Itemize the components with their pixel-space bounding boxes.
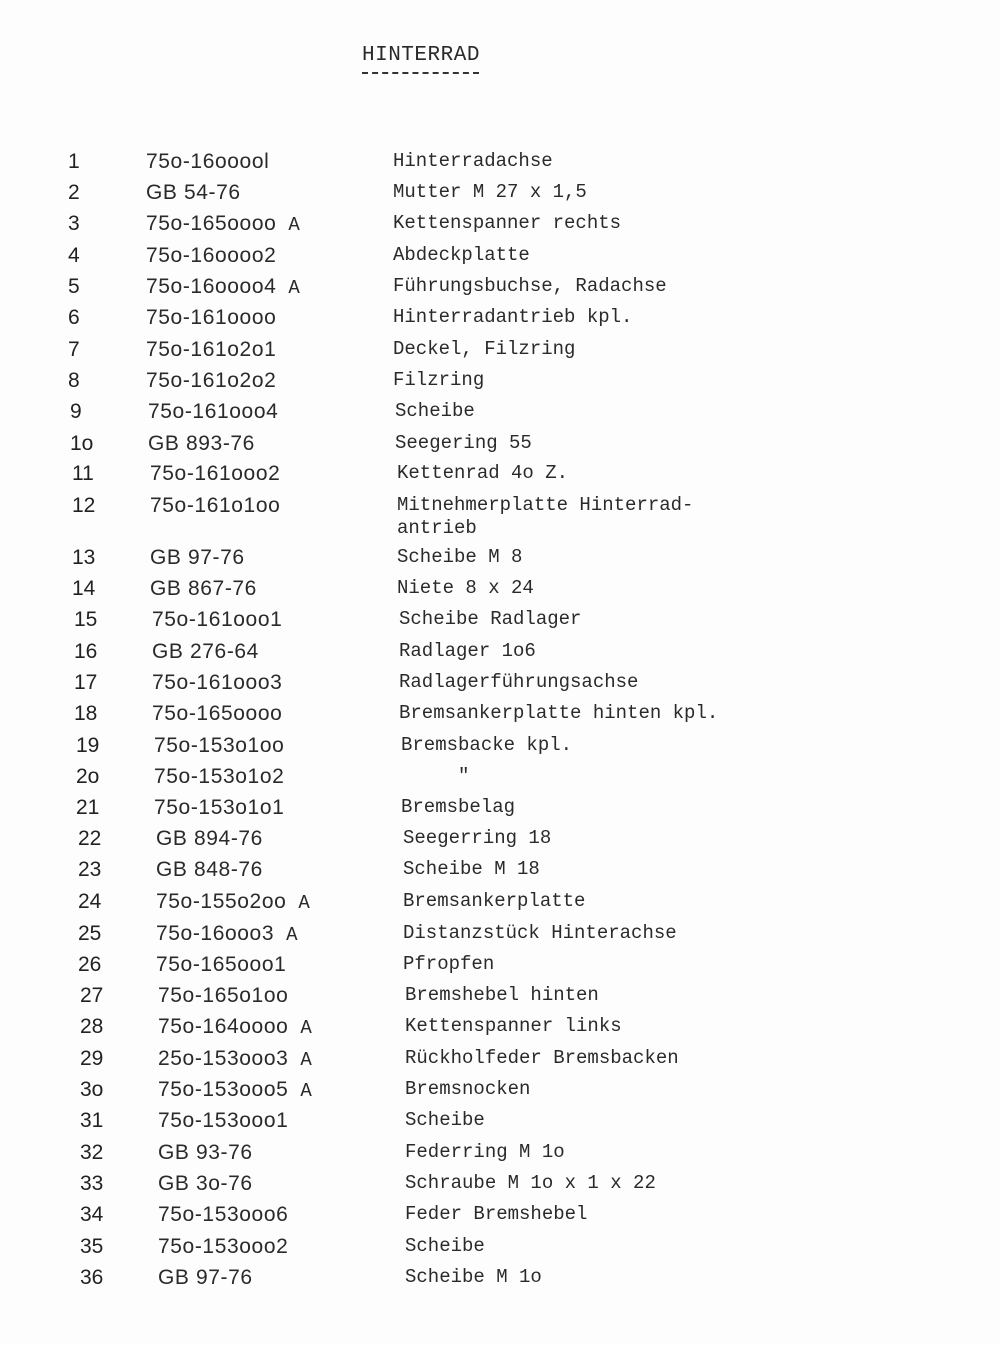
parts-row (70, 432, 970, 462)
part-description: Hinterradantrieb kpl. (393, 306, 633, 328)
parts-row (68, 244, 968, 274)
parts-row (68, 181, 968, 211)
part-code-text: 75o-161ooo4 (148, 400, 279, 423)
part-number: 35 (80, 1235, 104, 1258)
part-description: Kettenspanner links (405, 1015, 622, 1037)
parts-row (72, 494, 972, 539)
part-description: Hinterradachse (393, 150, 553, 172)
parts-row (80, 984, 980, 1014)
part-code-text: GB 97-76 (158, 1266, 253, 1289)
part-code (156, 922, 298, 946)
part-number: 8 (68, 369, 80, 392)
parts-row (68, 212, 968, 242)
parts-row (78, 858, 978, 888)
part-description: Mitnehmerplatte Hinterrad- antrieb (397, 494, 694, 539)
part-code (158, 1235, 288, 1259)
parts-row (78, 890, 978, 920)
part-code-text: 75o-16ooool (146, 150, 270, 173)
part-code (150, 494, 280, 518)
parts-row (76, 765, 976, 795)
parts-row (78, 827, 978, 857)
part-code-text: 75o-153o1o1 (154, 796, 285, 819)
part-code (158, 984, 288, 1008)
part-description: Bremsbelag (401, 796, 516, 818)
part-code-text: 25o-153ooo3 (158, 1047, 289, 1070)
part-code-text: 75o-161oooo (146, 306, 277, 329)
part-description: Scheibe (405, 1235, 485, 1257)
part-code-text: 75o-161ooo2 (150, 462, 281, 485)
parts-row (68, 369, 968, 399)
part-code (154, 734, 284, 758)
part-code-text: 75o-164oooo (158, 1015, 289, 1038)
part-code-text: 75o-161o2o1 (146, 338, 277, 361)
parts-row (74, 671, 974, 701)
part-code-text: GB 3o-76 (158, 1172, 253, 1195)
part-number: 14 (72, 577, 96, 600)
part-description: Radlager 1o6 (399, 640, 536, 662)
part-number: 3o (80, 1078, 104, 1101)
part-description: Bremsankerplatte (403, 890, 586, 912)
part-code-text: GB 893-76 (148, 432, 255, 455)
part-number: 19 (76, 734, 100, 757)
part-code (154, 796, 284, 820)
parts-row (78, 922, 978, 952)
part-number: 36 (80, 1266, 104, 1289)
part-number: 25 (78, 922, 102, 945)
part-description: Bremshebel hinten (405, 984, 599, 1006)
part-code (158, 1015, 312, 1039)
part-description: Kettenspanner rechts (393, 212, 622, 234)
part-description: Distanzstück Hinterachse (403, 922, 677, 944)
parts-row (68, 338, 968, 368)
part-description: Niete 8 x 24 (397, 577, 534, 599)
part-description: Führungsbuchse, Radachse (393, 275, 667, 297)
parts-row (76, 734, 976, 764)
part-code (146, 181, 241, 205)
part-code (154, 765, 284, 789)
part-code (146, 212, 300, 236)
page-title: HINTERRAD (362, 44, 480, 67)
part-number: 16 (74, 640, 98, 663)
part-code-text: GB 894-76 (156, 827, 263, 850)
part-code (158, 1047, 312, 1071)
parts-row (74, 702, 974, 732)
part-description: Filzring (393, 369, 485, 391)
part-number: 4 (68, 244, 80, 267)
part-code-text: 75o-155o2oo (156, 890, 287, 913)
part-description: Schraube M 1o x 1 x 22 (405, 1172, 656, 1194)
part-description: Scheibe (405, 1109, 485, 1131)
part-number: 26 (78, 953, 102, 976)
part-code (156, 890, 310, 914)
part-code-text: 75o-16ooo3 (156, 922, 275, 945)
part-number: 7 (68, 338, 80, 361)
part-description: Bremsbacke kpl. (401, 734, 573, 756)
part-description: Seegering 55 (395, 432, 532, 454)
part-number: 9 (70, 400, 82, 423)
part-number: 11 (72, 462, 94, 485)
part-code (158, 1203, 288, 1227)
part-description: Deckel, Filzring (393, 338, 576, 360)
part-code-text: 75o-153ooo2 (158, 1235, 289, 1258)
parts-row (80, 1235, 980, 1265)
parts-row (68, 306, 968, 336)
part-description: Kettenrad 4o Z. (397, 462, 569, 484)
part-code (158, 1141, 253, 1165)
part-code-suffix: A (286, 924, 299, 946)
parts-row (80, 1141, 980, 1171)
part-code (158, 1078, 312, 1102)
part-number: 3 (68, 212, 80, 235)
part-code-text: GB 276-64 (152, 640, 259, 663)
part-code-text: 75o-161ooo3 (152, 671, 283, 694)
part-description: Mutter M 27 x 1,5 (393, 181, 587, 203)
part-description: Feder Bremshebel (405, 1203, 588, 1225)
part-code-suffix: A (298, 892, 311, 914)
part-number: 2o (76, 765, 100, 788)
part-number: 17 (74, 671, 98, 694)
part-code-text: 75o-153ooo1 (158, 1109, 289, 1132)
part-description: Bremsnocken (405, 1078, 531, 1100)
parts-row (78, 953, 978, 983)
part-number: 32 (80, 1141, 104, 1164)
part-code-suffix: A (288, 214, 301, 236)
part-code-text: 75o-161o1oo (150, 494, 281, 517)
part-code-text: 75o-153ooo5 (158, 1078, 289, 1101)
parts-row (74, 608, 974, 638)
part-code-text: 75o-165o1oo (158, 984, 289, 1007)
part-code-text: GB 867-76 (150, 577, 257, 600)
part-code-suffix: A (300, 1080, 313, 1102)
parts-row (68, 275, 968, 305)
part-code (152, 608, 282, 632)
part-description: Rückholfeder Bremsbacken (405, 1047, 679, 1069)
part-code (158, 1172, 253, 1196)
parts-row (70, 400, 970, 430)
part-description: Abdeckplatte (393, 244, 530, 266)
parts-row (80, 1266, 980, 1296)
part-number: 5 (68, 275, 80, 298)
part-number: 29 (80, 1047, 104, 1070)
part-code-suffix: A (288, 277, 301, 299)
part-number: 22 (78, 827, 102, 850)
part-code-text: 75o-161o2o2 (146, 369, 277, 392)
part-number: 21 (76, 796, 100, 819)
part-code-text: 75o-16oooo4 (146, 275, 277, 298)
parts-row (72, 577, 972, 607)
part-number: 28 (80, 1015, 104, 1038)
part-code (150, 577, 257, 601)
part-code (146, 275, 300, 299)
parts-row (72, 462, 972, 492)
part-description: Seegerring 18 (403, 827, 552, 849)
part-code-text: 75o-153ooo6 (158, 1203, 289, 1226)
part-code-text: GB 54-76 (146, 181, 241, 204)
part-code-text: 75o-153o1o2 (154, 765, 285, 788)
part-code-text: GB 97-76 (150, 546, 245, 569)
part-description: Scheibe M 1o (405, 1266, 542, 1288)
part-number: 18 (74, 702, 98, 725)
parts-row (80, 1047, 980, 1077)
part-description: " (401, 765, 470, 787)
part-code-text: 75o-16oooo2 (146, 244, 277, 267)
part-code (150, 546, 245, 570)
part-number: 2 (68, 181, 80, 204)
part-code (156, 953, 286, 977)
part-code (158, 1266, 253, 1290)
part-description: Scheibe M 18 (403, 858, 540, 880)
part-number: 12 (72, 494, 96, 517)
part-code (152, 640, 259, 664)
part-code (146, 369, 276, 393)
part-code (146, 150, 269, 174)
part-code (146, 338, 276, 362)
parts-row (80, 1203, 980, 1233)
part-number: 34 (80, 1203, 104, 1226)
part-number: 31 (80, 1109, 104, 1132)
part-number: 23 (78, 858, 102, 881)
parts-row (80, 1015, 980, 1045)
part-description: Scheibe M 8 (397, 546, 523, 568)
part-code-suffix: A (300, 1017, 313, 1039)
part-code (152, 702, 282, 726)
part-number: 13 (72, 546, 96, 569)
part-code-text: 75o-161ooo1 (152, 608, 283, 631)
parts-row (72, 546, 972, 576)
parts-row (68, 150, 968, 180)
part-code (146, 306, 276, 330)
part-code (152, 671, 282, 695)
part-code-suffix: A (300, 1049, 313, 1071)
part-code (148, 432, 255, 456)
part-code (146, 244, 276, 268)
part-code (158, 1109, 288, 1133)
parts-row (74, 640, 974, 670)
part-number: 1o (70, 432, 94, 455)
part-code-text: 75o-165oooo (146, 212, 277, 235)
parts-row (80, 1078, 980, 1108)
part-number: 27 (80, 984, 104, 1007)
parts-row (76, 796, 976, 826)
part-code (150, 462, 280, 486)
part-number: 24 (78, 890, 102, 913)
parts-row (80, 1172, 980, 1202)
part-description: Scheibe (395, 400, 475, 422)
part-code (156, 858, 263, 882)
part-number: 33 (80, 1172, 104, 1195)
part-number: 1 (68, 150, 80, 173)
part-code (156, 827, 263, 851)
part-code-text: 75o-153o1oo (154, 734, 285, 757)
part-code (148, 400, 278, 424)
part-code-text: GB 848-76 (156, 858, 263, 881)
part-description: Pfropfen (403, 953, 495, 975)
part-code-text: GB 93-76 (158, 1141, 253, 1164)
part-code-text: 75o-165oooo (152, 702, 283, 725)
parts-row (80, 1109, 980, 1139)
part-description: Scheibe Radlager (399, 608, 582, 630)
part-number: 6 (68, 306, 80, 329)
part-description: Federring M 1o (405, 1141, 565, 1163)
part-number: 15 (74, 608, 98, 631)
part-description: Radlagerführungsachse (399, 671, 639, 693)
part-description: Bremsankerplatte hinten kpl. (399, 702, 719, 724)
part-code-text: 75o-165ooo1 (156, 953, 287, 976)
